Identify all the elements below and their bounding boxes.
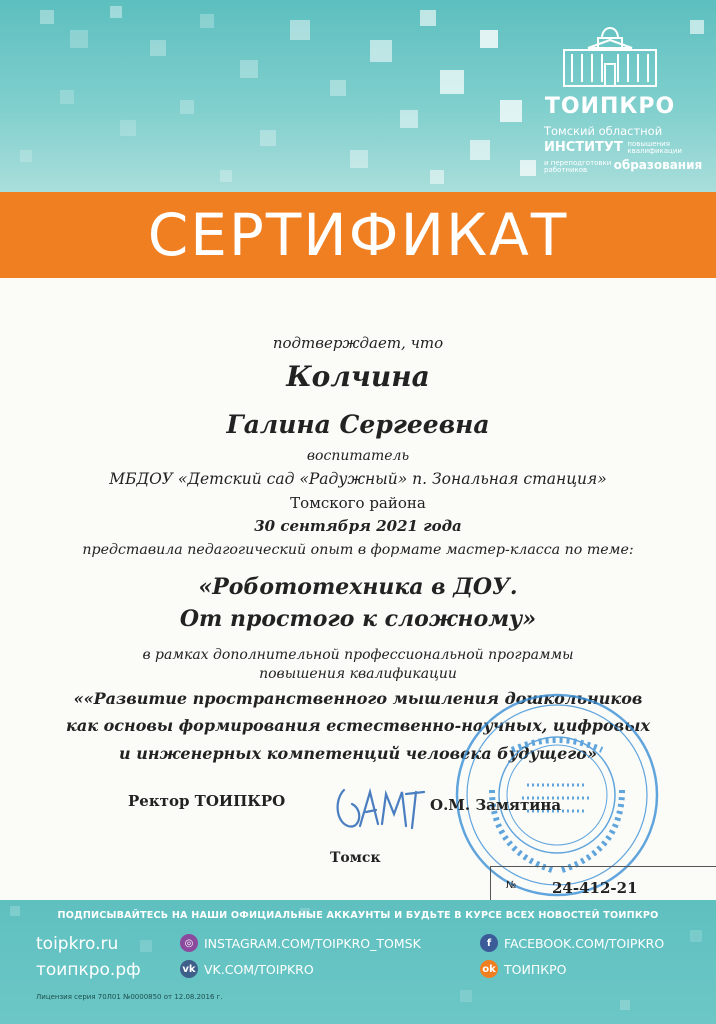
event-date: 30 сентября 2021 года	[254, 517, 462, 535]
logo-line-2: ИНСТИТУТ повышения квалификации	[544, 139, 682, 155]
license-text: Лицензия серия 70Л01 №0000850 от 12.08.2016 г.	[36, 993, 223, 1001]
framework-line-2: повышения квалификации	[259, 666, 457, 682]
confirms-text: подтверждает, что	[272, 334, 444, 352]
recipient-organization: МБДОУ «Детский сад «Радужный» п. Зональная станция»	[109, 470, 607, 488]
site-link-latin[interactable]: toipkro.ru	[36, 934, 119, 954]
follow-banner: ПОДПИСЫВАЙТЕСЬ НА НАШИ ОФИЦИАЛЬНЫЕ АККАУНТЫ И БУДЬТЕ В КУРСЕ ВСЕХ НОВОСТЕЙ ТОИПКРО	[57, 910, 659, 921]
certificate-title: СЕРТИФИКАТ	[147, 201, 569, 269]
signatory-name: О.М. Замятина	[430, 796, 562, 814]
program-line-2: как основы формирования естественно-научных, цифровых	[66, 716, 650, 735]
handwritten-signature	[330, 770, 430, 840]
city: Томск	[330, 850, 381, 866]
logo-line-1: Томский областной	[544, 124, 663, 138]
program-line-1: ««Развитие пространственного мышления дошкольников	[73, 689, 643, 708]
program-line-3: и инженерных компетенций человека будущего»	[119, 744, 597, 763]
topic-line-2: От простого к сложному»	[179, 606, 537, 632]
site-link-cyrillic[interactable]: тоипкро.рф	[36, 960, 141, 980]
instagram-link[interactable]: ◎ INSTAGRAM.COM/TOIPKRO_TOMSK	[180, 934, 421, 952]
recipient-district: Томского района	[290, 494, 426, 512]
facebook-icon: f	[480, 934, 498, 952]
toipkro-logo	[540, 18, 703, 178]
odnoklassniki-icon: ok	[480, 960, 498, 978]
vk-icon: vk	[180, 960, 198, 978]
topic-line-1: «Робототехника в ДОУ.	[198, 574, 518, 600]
logo-name: ТОИПКРО	[544, 94, 676, 119]
instagram-icon: ◎	[180, 934, 198, 952]
certificate-number: 24-412-21	[552, 879, 638, 897]
odnoklassniki-link[interactable]: ok ТОИПКРО	[480, 960, 566, 978]
recipient-name: Галина Сергеевна	[226, 410, 490, 439]
facebook-link[interactable]: f FACEBOOK.COM/TOIPKRO	[480, 934, 664, 952]
number-sign: №	[506, 880, 517, 891]
logo-line-3: и переподготовки работников образования	[544, 158, 703, 174]
recipient-surname: Колчина	[286, 360, 430, 393]
framework-line-1: в рамках дополнительной профессиональной программы	[142, 647, 574, 663]
building-logo-icon	[558, 24, 662, 90]
signatory-role: Ректор ТОИПКРО	[128, 792, 286, 810]
recipient-position: воспитатель	[306, 448, 410, 464]
presented-text: представила педагогический опыт в формате мастер-класса по теме:	[82, 542, 634, 558]
vk-link[interactable]: vk VK.COM/TOIPKRO	[180, 960, 314, 978]
